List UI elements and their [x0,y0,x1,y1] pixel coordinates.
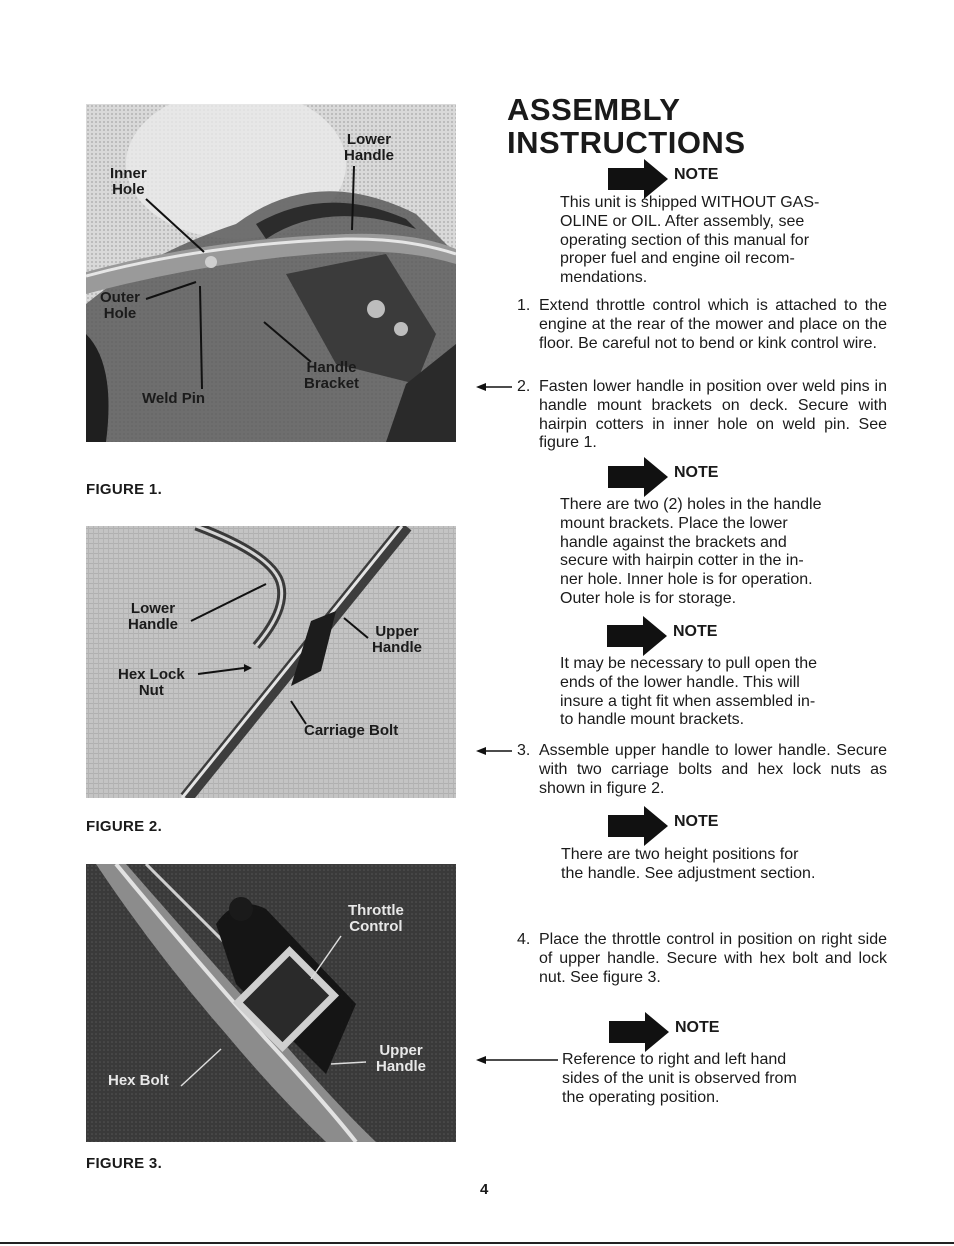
fig2-label-hex-lock-nut: Hex Lock Nut [118,666,185,699]
fig2-label-lower-handle: Lower Handle [128,600,179,633]
fig1-label-weld-pin: Weld Pin [142,390,206,407]
figure-1-caption: FIGURE 1. [86,481,163,498]
note-label: NOTE [674,166,719,183]
margin-arrow-icon [476,382,512,392]
step-number: 3. [517,742,531,759]
figure-2-caption: FIGURE 2. [86,818,163,835]
note-arrow-icon [607,616,667,656]
note-text-4: There are two height positions for the handle. See adjustment section. [561,846,816,882]
fig1-label-lower-handle: Lower Handle [344,131,395,164]
figure-3-caption: FIGURE 3. [86,1155,163,1172]
step-2 [517,378,887,453]
note-label: NOTE [674,813,719,830]
step-4 [517,931,887,987]
margin-arrow-icon [476,1055,558,1065]
figure-2-photo [86,526,456,798]
fig1-label-handle-bracket: Handle Bracket [304,359,360,392]
note-text-5: Reference to right and left hand sides of the unit is observed from the operating position. [562,1051,797,1106]
note-arrow-icon [608,159,668,199]
step-text: Fasten lower handle in position over weld pins in handle mount brackets on deck. Secure with hairpin cotters in inner hole on weld pin. See figure 1. [539,378,887,452]
note-text-3: It may be necessary to pull open the ends of the lower handle. This will insure a tight fit when assembled in- to handle mount brackets. [560,655,818,729]
margin-arrow-icon [476,746,512,756]
note-arrow-icon [608,457,668,497]
step-number: 4. [517,931,531,948]
fig3-label-upper-handle: Upper Handle [376,1042,427,1075]
fig3-label-hex-bolt: Hex Bolt [108,1072,169,1089]
note-text-2: There are two (2) holes in the handle mount brackets. Place the lower handle against the brackets and secure with hairpin cotter in the in- ner hole. Inner hole is for operation. Outer hole is for storage. [560,496,822,607]
step-text: Assemble upper handle to lower handle. Secure with two carriage bolts and hex lock nuts as shown in figure 2. [539,742,887,797]
fig2-label-upper-handle: Upper Handle [372,623,423,656]
page-title [507,93,746,159]
figure-3-photo [86,864,456,1142]
note-label: NOTE [673,623,718,640]
note-text-1: This unit is shipped WITHOUT GAS- OLINE or OIL. After assembly, see operating section of this manual for proper fuel and engine oil recom- mendations. [560,194,820,287]
step-number: 1. [517,297,531,314]
step-3 [517,742,887,798]
bottom-rule [0,1242,954,1244]
fig2-label-carriage-bolt: Carriage Bolt [304,722,399,739]
page-number: 4 [480,1181,489,1198]
fig3-label-throttle-control: Throttle Control [348,902,404,935]
fig1-label-outer-hole: Outer Hole [100,289,141,322]
figure-1-photo [86,104,456,442]
fig1-label-inner-hole: Inner Hole [110,165,147,198]
note-arrow-icon [608,806,668,846]
step-text: Place the throttle control in position on right side of upper handle. Secure with hex bolt and lock nut. See figure 3. [539,931,887,986]
step-text: Extend throttle control which is attached to the engine at the rear of the mower and place on the floor. Be careful not to bend or kink control wire. [539,297,887,352]
note-label: NOTE [674,464,719,481]
page-title-line-2: INSTRUCTIONS [507,125,746,160]
note-label: NOTE [675,1019,720,1036]
step-number: 2. [517,378,531,395]
note-arrow-icon [609,1012,669,1052]
page-title-line-1: ASSEMBLY [507,92,681,127]
step-1 [517,297,887,353]
